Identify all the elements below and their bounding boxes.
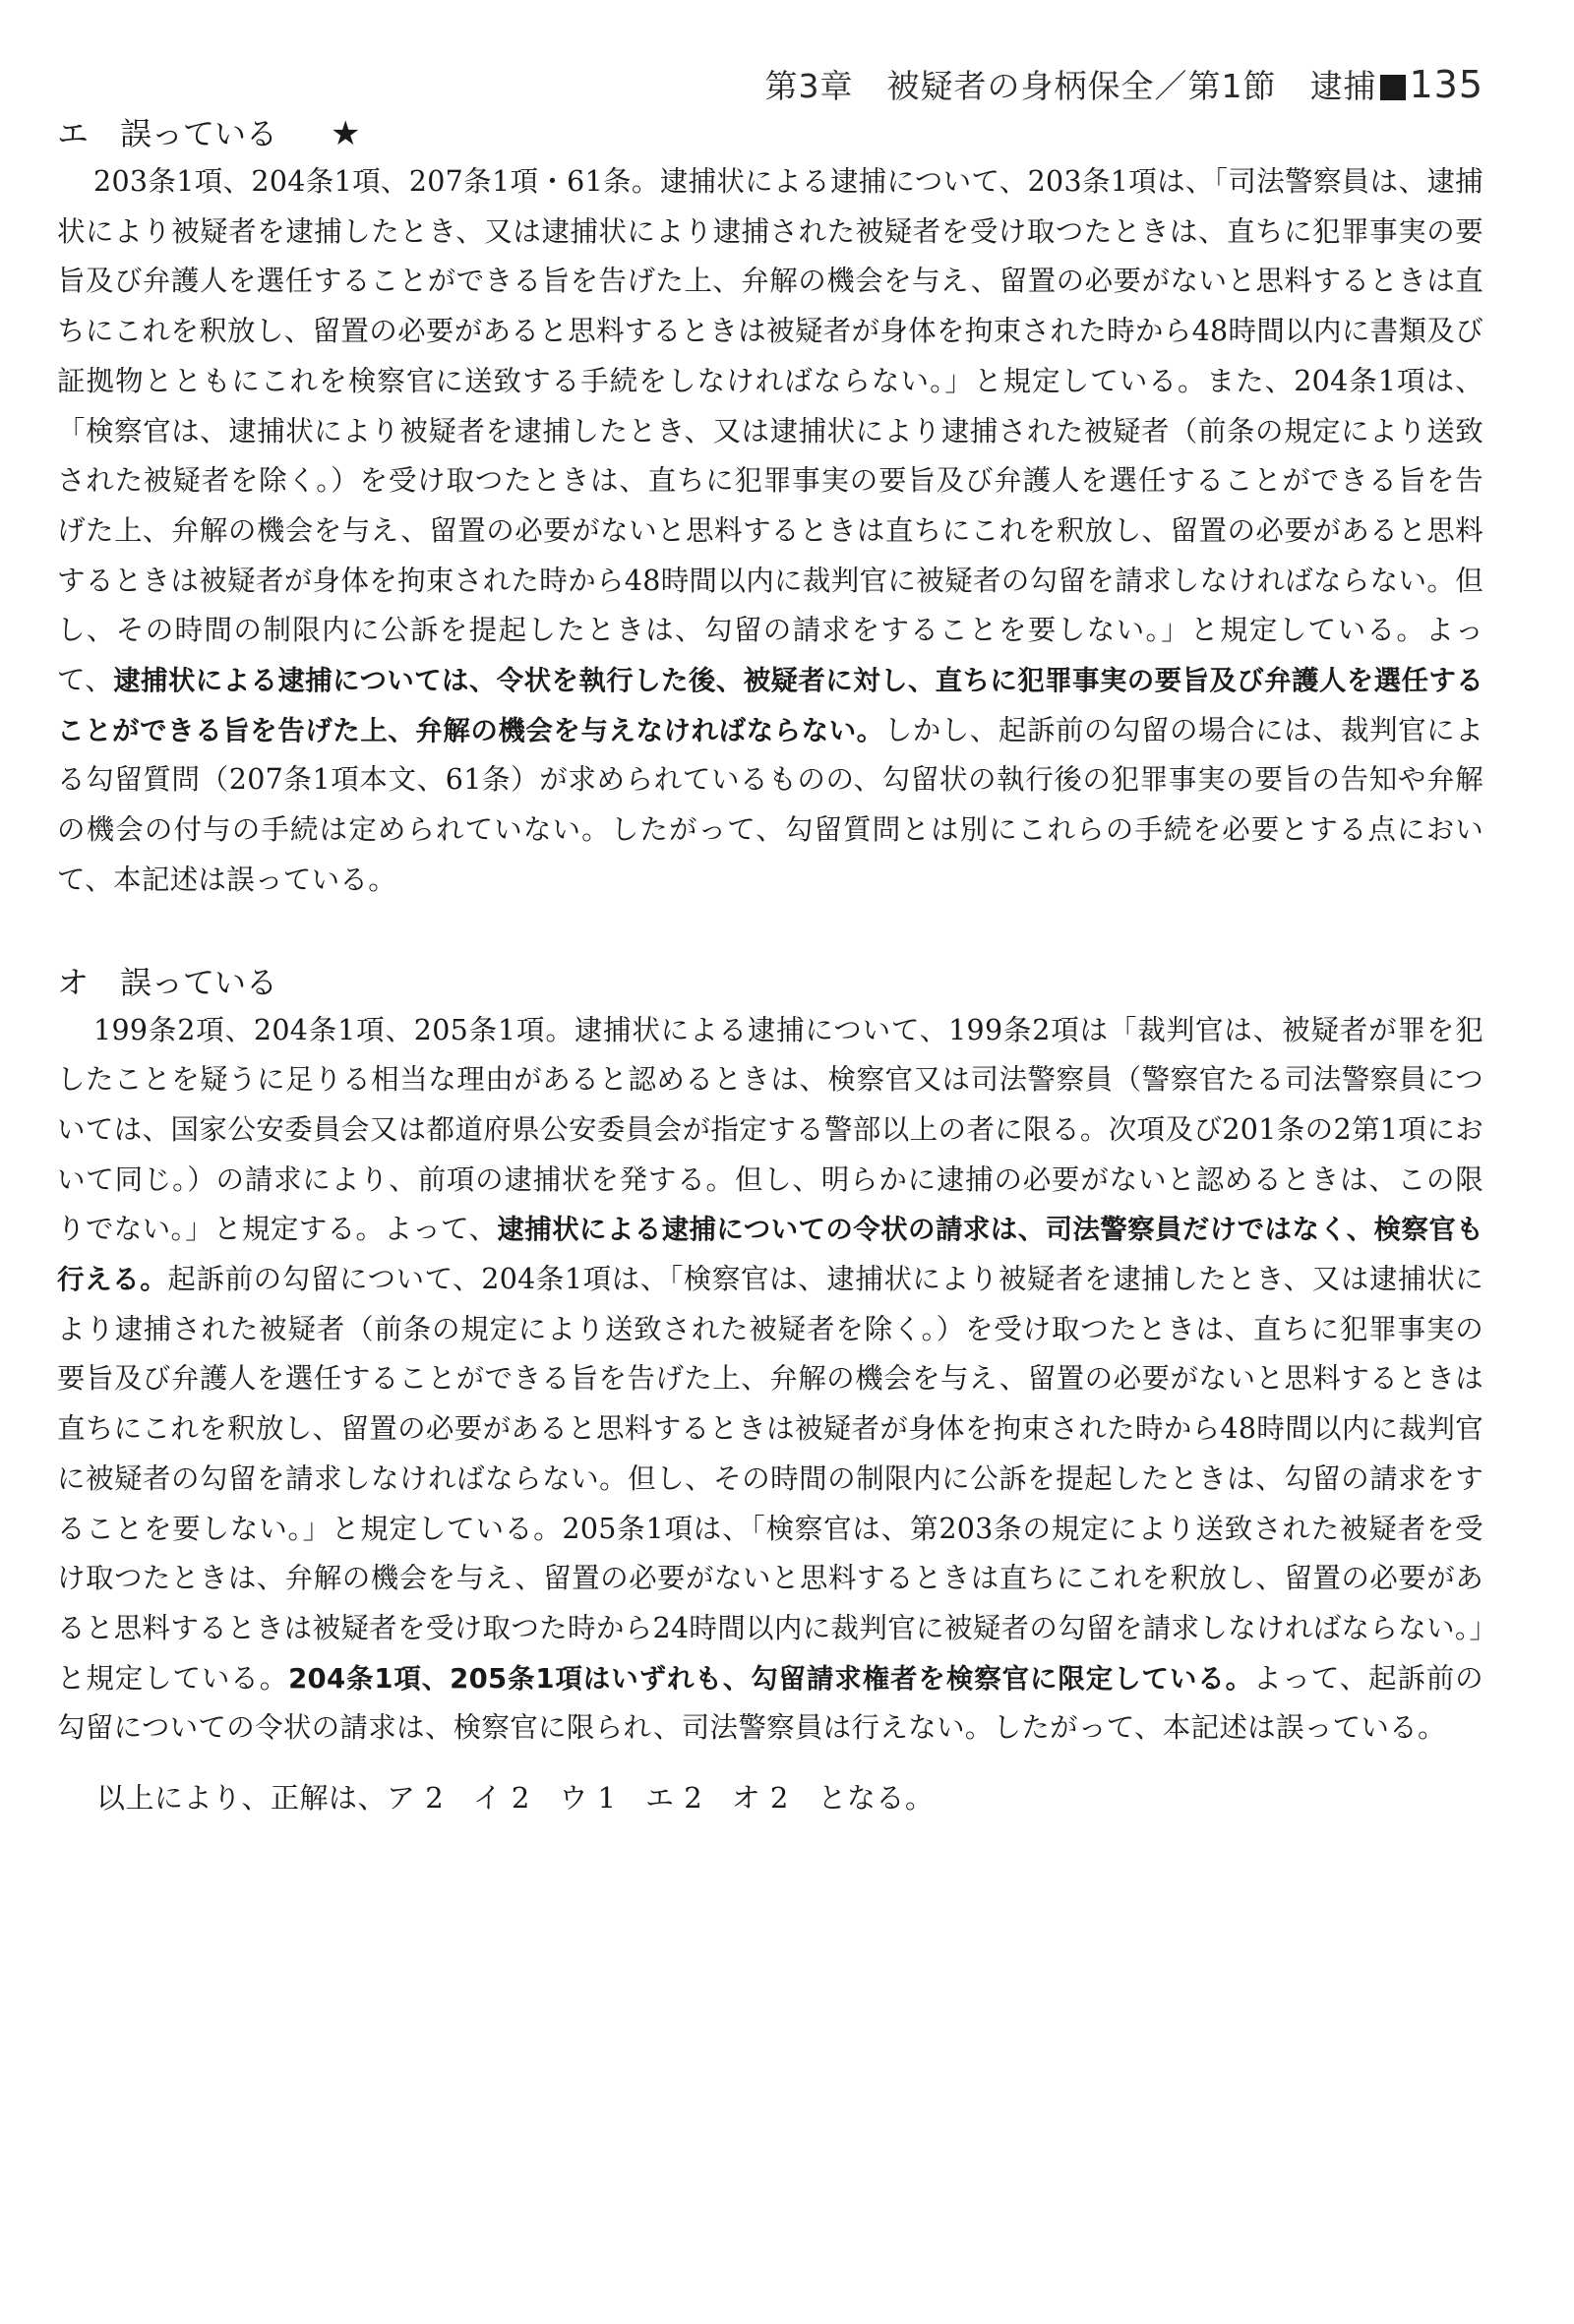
section-e-bold-1: 逮捕状による逮捕については、令状を執行した後、被疑者に対し、直ちに犯罪事実の要旨及び弁護人を選任することができる旨を告げた上、弁解の機会を与えなければならない。 [57,665,1483,746]
section-o-text-1: 199条2項、204条1項、205条1項。逮捕状による逮捕について、199条2項は「裁判官は、被疑者が罪を犯したことを疑うに足りる相当な理由があると認めるときは、検察官又は司法警察員（警察官たる司法警察員については、国家公安委員会又は都道府県公安委員会が指定する警部以上の者に限る。次項及び201条の2第1項において同じ。）の請求により、前項の逮捕状を発する。但し、明らかに逮捕の必要がないと認めるときは、この限りでない。」と規定する。よって、 [57,1013,1484,1246]
section-e-text-1: 203条1項、204条1項、207条1項・61条。逮捕状による逮捕について、203条1項は、「司法警察員は、逮捕状により被疑者を逮捕したとき、又は逮捕状により逮捕された被疑者を受け取つたときは、直ちに犯罪事実の要旨及び弁護人を選任することができる旨を告げた上、弁解の機会を与え、留置の必要がないと思料するときは直ちにこれを釈放し、留置の必要があると思料するときは被疑者が身体を拘束された時から48時間以内に書類及び証拠物とともにこれを検察官に送致する手続をしなければならない。」と規定している。また、204条1項は、「検察官は、逮捕状により被疑者を逮捕したとき、又は逮捕状により逮捕された被疑者（前条の規定により送致された被疑者を除く。）を受け取つたときは、直ちに犯罪事実の要旨及び弁護人を選任することができる旨を告げた上、弁解の機会を与え、留置の必要がないと思料するときは直ちにこれを釈放し、留置の必要があると思料するときは被疑者が身体を拘束された時から48時間以内に裁判官に被疑者の勾留を請求しなければならない。但し、その時間の制限内に公訴を提起したときは、勾留の請求をすることを要しない。」と規定している。よって、 [57,165,1483,697]
page-number: 135 [1409,63,1483,106]
section-o-heading [57,959,1483,1006]
square-mark-icon [1380,75,1406,100]
running-header [57,59,1483,110]
section-e-heading [57,110,1483,157]
section-o-body [57,1006,1483,1755]
section-e-body [57,157,1483,906]
section-o-bold-2: 204条1項、205条1項はいずれも、勾留請求権者を検察官に限定している。 [288,1662,1254,1695]
section-o-bold-1: 逮捕状による逮捕についての令状の請求は、司法警察員だけではなく、検察官も行える。 [57,1214,1483,1296]
section-o-text-2: 起訴前の勾留について、204条1項は、「検察官は、逮捕状により被疑者を逮捕したとき、又は逮捕状により逮捕された被疑者（前条の規定により送致された被疑者を除く。）を受け取つたときは、直ちに犯罪事実の要旨及び弁護人を選任することができる旨を告げた上、弁解の機会を与え、留置の必要がないと思料するときは直ちにこれを釈放し、留置の必要があると思料するときは被疑者が身体を拘束された時から48時間以内に裁判官に被疑者の勾留を請求しなければならない。但し、その時間の制限内に公訴を提起したときは、勾留の請求をすることを要しない。」と規定している。205条1項は、「検察官は、第203条の規定により送致された被疑者を受け取つたときは、弁解の機会を与え、留置の必要がないと思料するときは直ちにこれを釈放し、留置の必要があると思料するときは被疑者を受け取つた時から24時間以内に裁判官に被疑者の勾留を請求しなければならない。」と規定している。 [57,1263,1483,1695]
running-title: 第3章 被疑者の身柄保全／第1節 逮捕 [764,67,1377,105]
star-icon: ★ [331,114,361,153]
section-e-text-2: しかし、起訴前の勾留の場合には、裁判官による勾留質問（207条1項本文、61条）が求められているものの、勾留状の執行後の犯罪事実の要旨の告知や弁解の機会の付与の手続は定められていない。したがって、勾留質問とは別にこれらの手続を必要とする点において、本記述は誤っている。 [57,713,1483,896]
section-o-heading-label: オ 誤っている [57,963,278,1001]
section-o-text-3: よって、起訴前の勾留についての令状の請求は、検察官に限られ、司法警察員は行えない。したがって、本記述は誤っている。 [57,1661,1483,1745]
conclusion: 以上により、正解は、ア 2 イ 2 ウ 1 エ 2 オ 2 となる。 [96,1781,935,1816]
page [57,59,1483,1822]
section-e-heading-label: エ 誤っている [57,115,278,152]
